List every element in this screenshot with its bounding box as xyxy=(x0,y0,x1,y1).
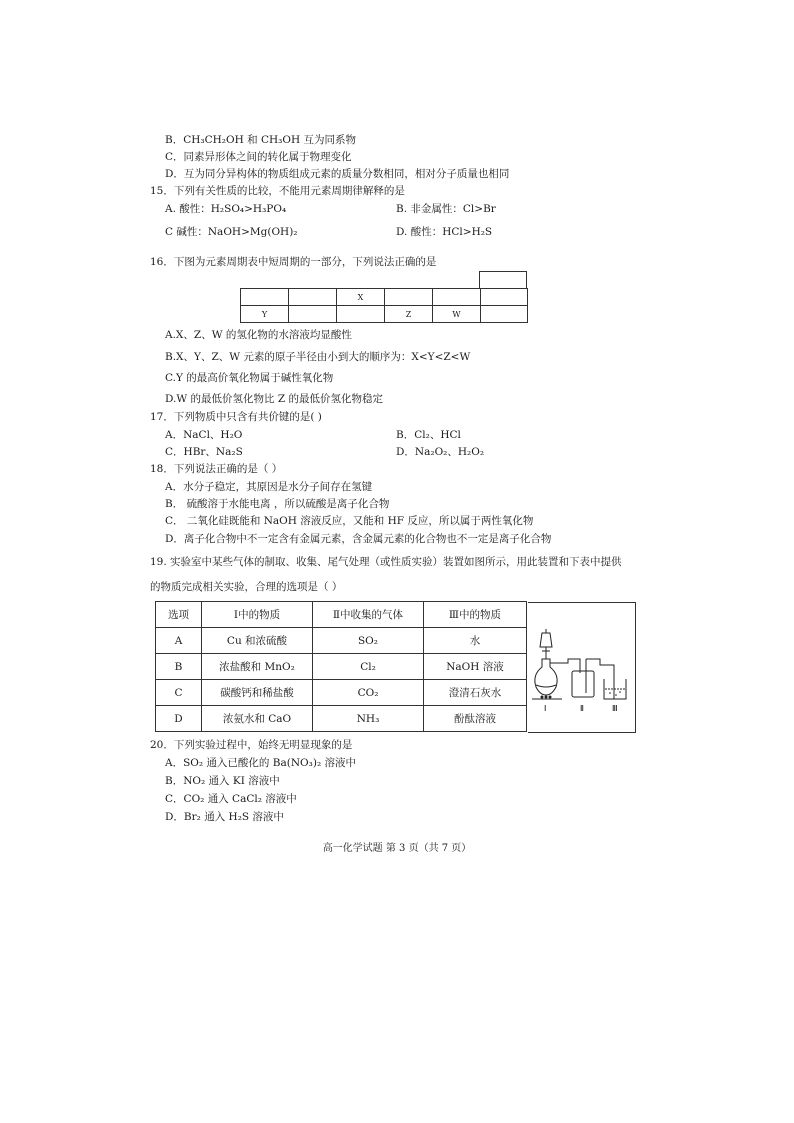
table-header-row xyxy=(156,602,527,628)
table-cell: NH₃ xyxy=(313,706,424,732)
table-cell: SO₂ xyxy=(313,628,424,654)
q16-option-a: A.X、Z、W 的氢化物的水溶液均显酸性 xyxy=(165,329,352,341)
table-cell: 澄清石灰水 xyxy=(424,680,527,706)
q20-option-c: C．CO₂ 通入 CaCl₂ 溶液中 xyxy=(165,793,297,805)
table-cell: CO₂ xyxy=(313,680,424,706)
flask-icon xyxy=(535,659,557,695)
table-header-cell: Ⅰ中的物质 xyxy=(202,602,313,628)
periodic-cell xyxy=(385,289,433,306)
q18-option-a: A．水分子稳定，其原因是水分子间存在氢键 xyxy=(165,481,373,493)
q18-option-c: C． 二氧化硅既能和 NaOH 溶液反应，又能和 HF 反应，所以属于两性氧化物 xyxy=(165,515,534,527)
periodic-table-top-cell xyxy=(479,271,527,289)
table-cell: NaOH 溶液 xyxy=(424,654,527,680)
periodic-table-row xyxy=(241,306,528,323)
table-header-cell: Ⅲ中的物质 xyxy=(424,602,527,628)
q14-option-b: B．CH₃CH₂OH 和 CH₃OH 互为同系物 xyxy=(165,134,356,146)
bottle-icon xyxy=(572,671,594,697)
q15-option-b: B. 非金属性：Cl>Br xyxy=(396,203,496,215)
q14-option-d: D．互为同分异构体的物质组成元素的质量分数相同，相对分子质量也相同 xyxy=(165,168,510,180)
q17-option-b: B．Cl₂、HCl xyxy=(396,429,461,441)
table-header-cell: Ⅱ中收集的气体 xyxy=(313,602,424,628)
table-row xyxy=(156,654,527,680)
periodic-cell xyxy=(481,289,528,306)
q18-option-b: B． 硫酸溶于水能电离 ，所以硫酸是离子化合物 xyxy=(165,498,390,510)
table-cell: 酚酞溶液 xyxy=(424,706,527,732)
periodic-cell xyxy=(289,289,337,306)
q17-stem: 17．下列物质中只含有共价键的是( ) xyxy=(150,411,322,423)
table-row xyxy=(156,628,527,654)
periodic-cell-z: Z xyxy=(385,306,433,323)
q15-option-d: D. 酸性：HCl>H₂S xyxy=(396,226,493,238)
table-cell: D xyxy=(156,706,202,732)
q16-option-d: D.W 的最低价氢化物比 Z 的最低价氢化物稳定 xyxy=(165,393,383,405)
table-cell: 浓氨水和 CaO xyxy=(202,706,313,732)
table-cell: Cu 和浓硫酸 xyxy=(202,628,313,654)
q19-stem-line2: 的物质完成相关实验，合理的选项是（ ） xyxy=(150,581,343,593)
periodic-cell-w: W xyxy=(433,306,481,323)
q18-option-d: D．离子化合物中不一定含有金属元素，含金属元素的化合物也不一定是离子化合物 xyxy=(165,533,552,545)
periodic-cell xyxy=(481,306,528,323)
periodic-cell xyxy=(433,289,481,306)
periodic-table-grid xyxy=(240,288,528,323)
periodic-cell xyxy=(241,289,289,306)
q15-stem: 15．下列有关性质的比较，不能用元素周期律解释的是 xyxy=(150,185,405,197)
periodic-cell-x: X xyxy=(337,289,385,306)
q20-option-a: A．SO₂ 通入已酸化的 Ba(NO₃)₂ 溶液中 xyxy=(165,757,356,769)
q20-option-d: D．Br₂ 通入 H₂S 溶液中 xyxy=(165,811,284,823)
q17-option-c: C．HBr、Na₂S xyxy=(165,446,243,458)
periodic-cell xyxy=(289,306,337,323)
q17-option-d: D．Na₂O₂、H₂O₂ xyxy=(396,446,485,458)
q16-option-b: B.X、Y、Z、W 元素的原子半径由小到大的顺序为：X<Y<Z<W xyxy=(165,351,471,363)
table-header-cell: 选项 xyxy=(156,602,202,628)
table-row xyxy=(156,706,527,732)
q18-stem: 18．下列说法正确的是（ ） xyxy=(150,463,283,475)
label-ii: Ⅱ xyxy=(580,704,584,713)
apparatus-diagram xyxy=(528,602,636,733)
q14-option-c: C．同素异形体之间的转化属于物理变化 xyxy=(165,151,352,163)
q16-stem: 16．下图为元素周期表中短周期的一部分，下列说法正确的是 xyxy=(150,256,437,268)
funnel-icon xyxy=(540,633,552,647)
label-i: Ⅰ xyxy=(544,704,547,713)
table-cell: 碳酸钙和稀盐酸 xyxy=(202,680,313,706)
table-cell: B xyxy=(156,654,202,680)
q20-stem: 20．下列实验过程中，始终无明显现象的是 xyxy=(150,739,353,751)
q17-option-a: A．NaCl、H₂O xyxy=(165,429,243,441)
table-cell: 水 xyxy=(424,628,527,654)
periodic-cell xyxy=(337,306,385,323)
q15-option-c: C 碱性：NaOH>Mg(OH)₂ xyxy=(165,226,298,238)
periodic-table-row xyxy=(241,289,528,306)
table-cell: 浓盐酸和 MnO₂ xyxy=(202,654,313,680)
apparatus-drawing xyxy=(528,603,635,733)
q19-stem-line1: 19. 实验室中某些气体的制取、收集、尾气处理（或性质实验）装置如图所示，用此装置和下表中提供 xyxy=(150,556,622,568)
q20-option-b: B．NO₂ 通入 KI 溶液中 xyxy=(165,775,280,787)
label-iii: Ⅲ xyxy=(612,704,618,713)
table-cell: A xyxy=(156,628,202,654)
table-cell: Cl₂ xyxy=(313,654,424,680)
page-footer: 高一化学试题 第 3 页（共 7 页） xyxy=(322,843,472,854)
periodic-cell-y: Y xyxy=(241,306,289,323)
table-row xyxy=(156,680,527,706)
q16-option-c: C.Y 的最高价氧化物属于碱性氧化物 xyxy=(165,372,334,384)
q19-options-table xyxy=(155,601,527,732)
q15-option-a: A. 酸性：H₂SO₄>H₃PO₄ xyxy=(165,203,287,215)
table-cell: C xyxy=(156,680,202,706)
